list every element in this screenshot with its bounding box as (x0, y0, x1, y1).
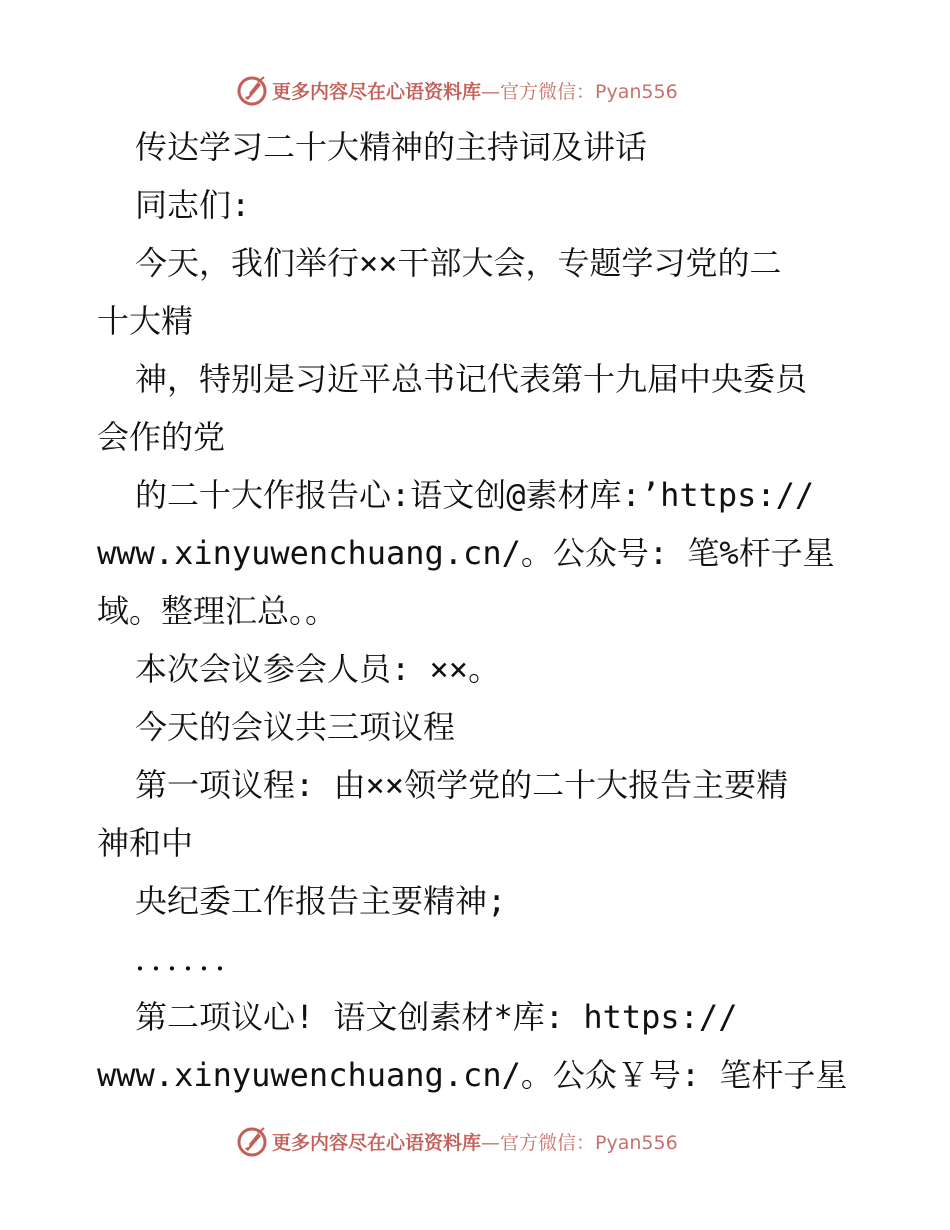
text-line: 十大精 (97, 302, 194, 340)
text-line: 本次会议参会人员: ××。 (135, 650, 501, 688)
text-line: 神，特别是习近平总书记代表第十九届中央委员 (135, 360, 808, 398)
text-line: 第二项议心! 语文创素材*库: https:// (135, 998, 738, 1036)
quill-logo-icon (236, 74, 268, 106)
document-body (97, 118, 857, 1104)
text-line: www.xinyuwenchuang.cn/。公众￥号: 笔杆子星 (97, 1056, 848, 1094)
banner-text: 更多内容尽在心语资料库—官方微信：Pyan556 (272, 80, 678, 103)
text-line: ．．．．．． (135, 940, 248, 978)
text-line: www.xinyuwenchuang.cn/。公众号: 笔%杆子星 (97, 534, 835, 572)
text-line: 会作的党 (97, 418, 226, 456)
text-line: 今天的会议共三项议程 (135, 708, 456, 746)
text-line: 今天，我们举行××干部大会，专题学习党的二 (135, 244, 782, 282)
text-line: 传达学习二十大精神的主持词及讲话 (135, 128, 648, 166)
text-line: 第一项议程: 由××领学党的二十大报告主要精 (135, 766, 789, 804)
text-line: 央纪委工作报告主要精神; (135, 882, 507, 920)
text-line: 域。整理汇总。。 (97, 592, 338, 630)
banner-text: 更多内容尽在心语资料库—官方微信：Pyan556 (272, 1131, 678, 1154)
quill-logo-icon (236, 1125, 268, 1157)
header-watermark-banner (236, 73, 716, 107)
text-line: 神和中 (97, 824, 194, 862)
text-line: 同志们: (135, 186, 251, 224)
footer-watermark-banner (236, 1124, 716, 1158)
text-line: 的二十大作报告心:语文创@素材库:’https:// (135, 476, 815, 514)
